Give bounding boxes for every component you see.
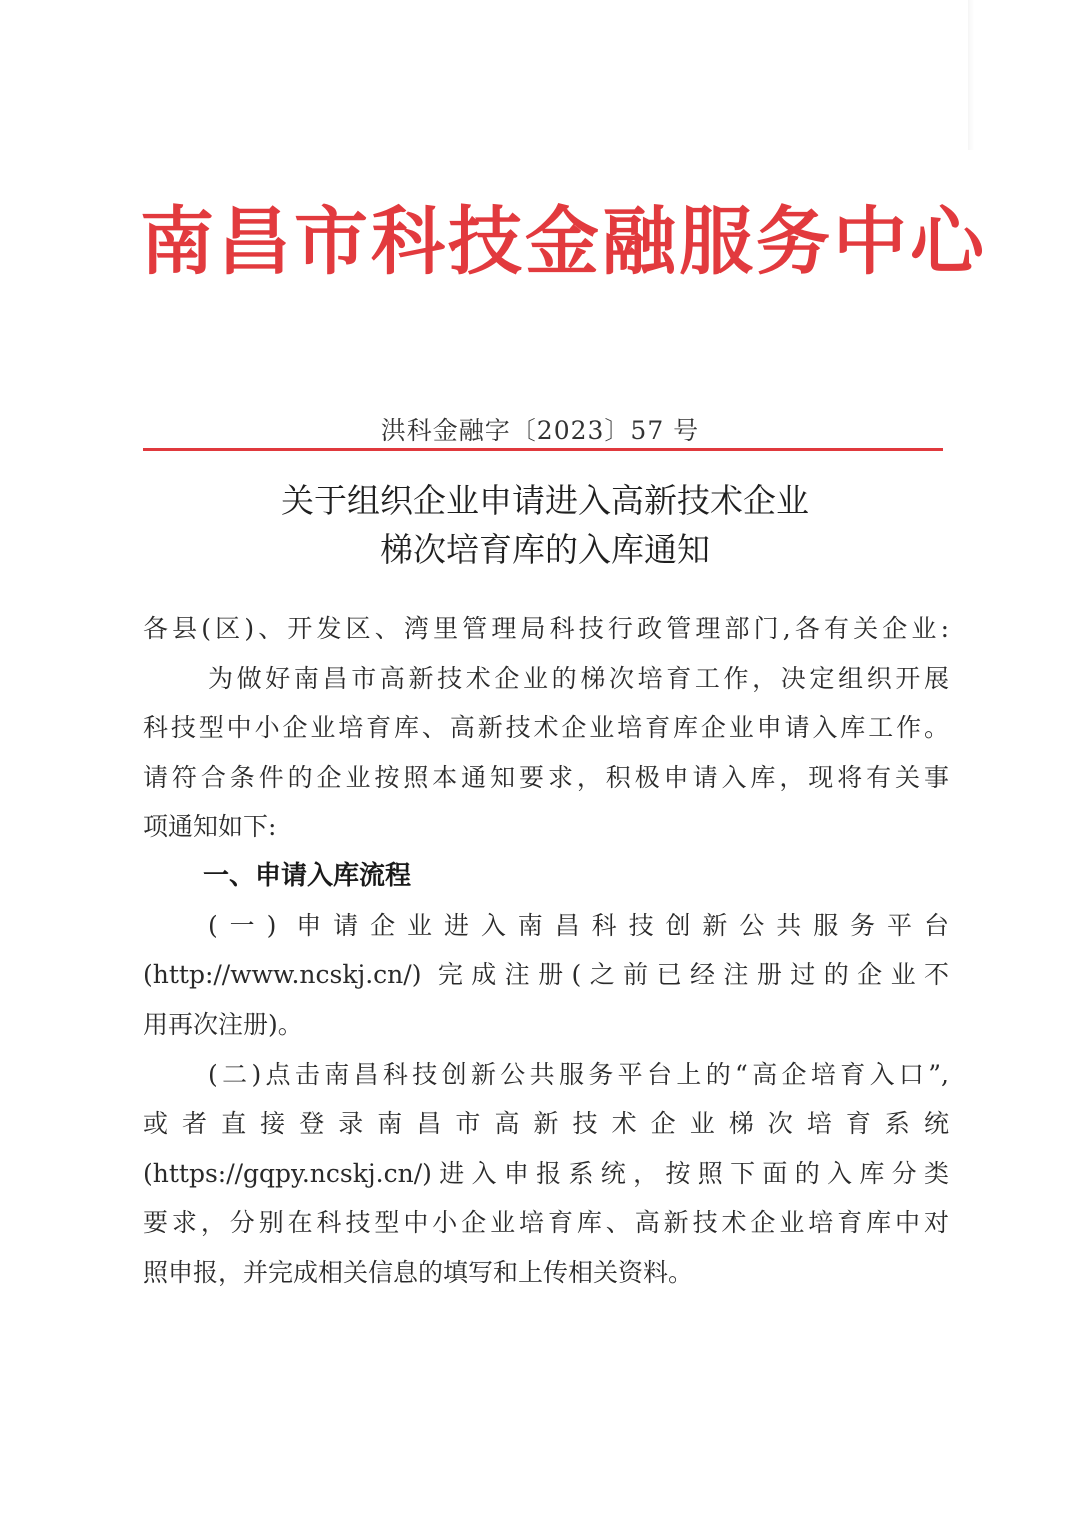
step2-line: 或者直接登录南昌市高新技术企业梯次培育系统 <box>143 1109 949 1138</box>
notice-title-line-2: 梯次培育库的入库通知 <box>380 530 710 569</box>
intro-line: 请符合条件的企业按照本通知要求，积极申请入库，现将有关事 <box>143 763 949 792</box>
step1-line: 用再次注册)。 <box>143 1010 303 1039</box>
step1-line: (一) 申请企业进入南昌科技创新公共服务平台 <box>208 911 949 940</box>
salutation: 各县(区)、开发区、湾里管理局科技行政管理部门,各有关企业: <box>143 614 949 643</box>
intro-line: 项通知如下: <box>143 812 277 841</box>
notice-title-line-1: 关于组织企业申请进入高新技术企业 <box>281 481 809 520</box>
step2-line: (二)点击南昌科技创新公共服务平台上的“高企培育入口”, <box>208 1060 949 1089</box>
scan-edge-shadow <box>968 0 974 150</box>
intro-line: 为做好南昌市高新技术企业的梯次培育工作，决定组织开展 <box>208 664 949 693</box>
step1-line: (http://www.ncskj.cn/) 完成注册(之前已经注册过的企业不 <box>143 960 949 989</box>
document-number: 洪科金融字〔2023〕57 号 <box>380 416 700 445</box>
intro-line: 科技型中小企业培育库、高新技术企业培育库企业申请入库工作。 <box>143 713 949 742</box>
red-divider-line <box>143 448 943 451</box>
org-name-header: 南昌市科技金融服务中心 <box>140 199 987 285</box>
section-heading-application-process: 一、申请入库流程 <box>203 861 412 891</box>
step2-line: 要求，分别在科技型中小企业培育库、高新技术企业培育库中对 <box>143 1208 949 1237</box>
step2-line: 照申报，并完成相关信息的填写和上传相关资料。 <box>143 1258 694 1287</box>
step2-line: (https://gqpy.ncskj.cn/)进入申报系统，按照下面的入库分类 <box>143 1159 949 1188</box>
